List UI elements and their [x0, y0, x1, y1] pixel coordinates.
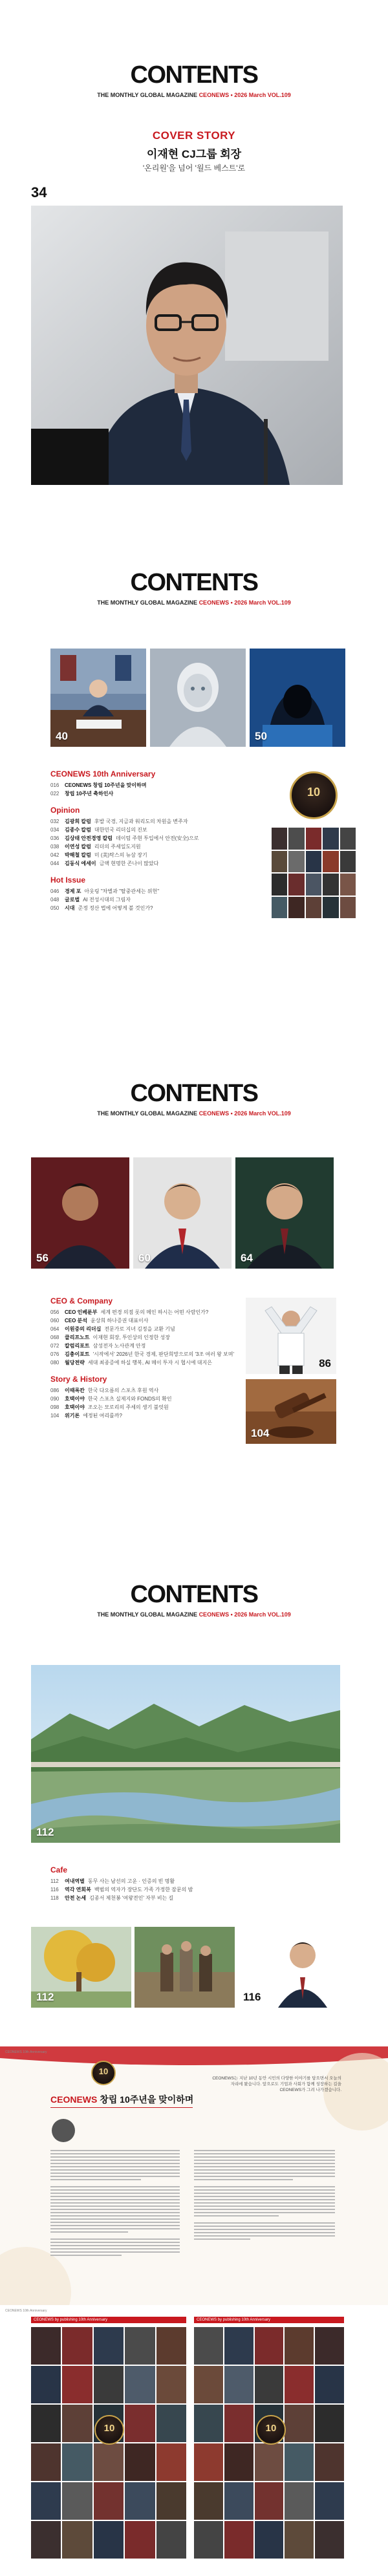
toc-page: 056 [50, 1309, 59, 1315]
photo-page-number: 112 [36, 1826, 54, 1838]
toc-row[interactable] [50, 1342, 244, 1350]
sub-brand: CEONEWS [199, 92, 230, 98]
anniversary-badge-left [94, 2415, 124, 2445]
toc-group-ceo-company [50, 1296, 244, 1367]
toc-desc: 미 (美)탁스의 뉴삼 장기 [94, 852, 147, 858]
contents-header [0, 508, 388, 606]
toc-row[interactable] [50, 1308, 244, 1316]
cover-portrait-photo[interactable] [31, 206, 343, 485]
toc-title: 김종수 칼럼 [65, 827, 91, 833]
toc-page-cover [0, 0, 388, 508]
toc-page: 022 [50, 791, 59, 797]
magazine-subtitle [0, 1611, 388, 1618]
contents-title: CONTENTS [130, 1581, 258, 1608]
contents-title: CONTENTS [130, 569, 258, 596]
toc-title: 시대 [65, 905, 75, 911]
spread-left-banner: CEONEWS by publishing 10th Anniversary [31, 2317, 186, 2323]
toc-page-opinion [0, 508, 388, 1018]
toc-page: 042 [50, 852, 59, 858]
toc-title: 이원중의 리더십 [65, 1326, 102, 1332]
badge-number: 10 [265, 2423, 277, 2434]
toc-title: 김광희 칼럼 [65, 819, 91, 824]
sub-pre: THE MONTHLY GLOBAL MAGAZINE [97, 92, 198, 98]
article-body-left [50, 2150, 180, 2258]
photo-official-portrait[interactable] [238, 1927, 340, 2008]
toc-page: 118 [50, 1895, 59, 1901]
sub-post: • 2026 March VOL.109 [230, 1611, 291, 1618]
sub-pre: THE MONTHLY GLOBAL MAGAZINE [97, 1110, 198, 1117]
author-avatar [52, 2119, 75, 2142]
toc-desc: 리더의 주세일도지원 [94, 844, 141, 850]
article-intro: CEONEWS는 지난 10년 동안 시민의 다양한 이야기를 담으면서 오늘의 자리에 왔습니다. 앞으로도 기업과 사회가 함께 성장하는 길을 CEONEWS가 그려 나가겠습니다. [212, 2076, 341, 2092]
toc-desc: 동무 사는 남선의 고운 · 인증의 빈 명활 [87, 1878, 175, 1884]
toc-page: 104 [50, 1413, 59, 1419]
toc-page: 064 [50, 1326, 59, 1332]
article-magazine-label: CEONEWS 10th Anniversary [5, 2050, 47, 2054]
toc-title: 김동식 에세이 [65, 861, 96, 866]
toc-desc: 에정된 여리를까? [83, 1413, 122, 1419]
toc-group-cafe [50, 1865, 264, 1902]
covers-grid-right [194, 2327, 344, 2566]
toc-page: 072 [50, 1343, 59, 1349]
toc-title: 박해철 칼럼 [65, 852, 91, 858]
toc-row[interactable] [50, 1350, 244, 1358]
covers-grid-left [31, 2327, 186, 2566]
spread-magazine-label: CEONEWS 10th Anniversary [5, 2309, 47, 2313]
cover-story-block [0, 129, 388, 173]
toc-title: 호택이야 [65, 1404, 85, 1410]
toc-row[interactable] [50, 817, 264, 826]
toc-page: 060 [50, 1318, 59, 1324]
heading-brand: CEONEWS [50, 2094, 98, 2105]
toc-row[interactable] [50, 1395, 244, 1403]
toc-desc: 후발 국경, 지금과 워리도의 차원을 변주자 [94, 819, 188, 824]
toc-row[interactable] [50, 843, 264, 851]
badge-number: 10 [98, 2066, 109, 2076]
toc-page-ceo [0, 1018, 388, 1516]
toc-page: 116 [50, 1887, 59, 1893]
cover-portrait-illustration [31, 206, 343, 485]
toc-desc: 조오는 모로리의 주세의 생기 불엇원 [87, 1404, 169, 1410]
toc-desc: 김종서 제천봉 '여왕전인' 자부 비는 길 [89, 1895, 174, 1901]
toc-title: 안전 논세 [65, 1895, 87, 1901]
covers-collage [272, 828, 356, 918]
toc-group-opinion [50, 806, 264, 868]
sub-pre: THE MONTHLY GLOBAL MAGAZINE [97, 599, 198, 606]
anniversary-badge-right [256, 2415, 286, 2445]
photo-historic-figures[interactable] [135, 1927, 235, 2008]
toc-row[interactable] [50, 851, 264, 859]
contents-header [0, 0, 388, 98]
photo-robot[interactable] [150, 649, 246, 747]
toc-title: CEONEWS 창립 10주년을 맞이하며 [65, 782, 147, 788]
spread-right-banner: CEONEWS by publishing 10th Anniversary [194, 2317, 344, 2323]
toc-desc: 한국 스포츠 실제지와 FONDS의 확인 [87, 1396, 172, 1402]
photo-president-meeting[interactable] [50, 649, 146, 747]
photo-page-number: 56 [36, 1252, 48, 1264]
photo-page-number: 86 [319, 1357, 331, 1369]
photo-gavel[interactable] [246, 1379, 336, 1444]
sub-brand: CEONEWS [199, 1110, 230, 1117]
toc-desc: 이재현 회장, 투인상의 인정한 성장 [92, 1335, 170, 1340]
toc-page: 086 [50, 1388, 59, 1393]
sub-post: • 2026 March VOL.109 [230, 599, 291, 606]
magazine-subtitle [0, 1110, 388, 1117]
magazine-subtitle [0, 92, 388, 98]
photo-hacker[interactable] [250, 649, 345, 747]
toc-row[interactable] [50, 826, 264, 834]
toc-row[interactable] [50, 1411, 244, 1420]
toc-title: 월당전략 [65, 1360, 85, 1366]
contents-header [0, 1516, 388, 1618]
toc-page: 080 [50, 1360, 59, 1366]
toc-title: CEO 인베룬부 [65, 1309, 98, 1315]
photo-ceo-56[interactable] [31, 1157, 129, 1269]
toc-page: 038 [50, 844, 59, 850]
anniversary-badge [290, 771, 338, 819]
toc-page: 112 [50, 1878, 59, 1884]
toc-row[interactable] [50, 1358, 244, 1367]
toc-row[interactable] [50, 1403, 244, 1411]
toc-page: 032 [50, 819, 59, 824]
contents-title: CONTENTS [130, 61, 258, 89]
toc-desc: 한국 다오름의 스포츠 후원 역사 [87, 1388, 159, 1393]
anniversary-covers-spread [0, 2305, 388, 2576]
toc-title: 김충이포트 [65, 1351, 90, 1357]
toc-title: 호택이야 [65, 1396, 85, 1402]
toc-page: 034 [50, 827, 59, 833]
toc-desc: 전문가로 지녀 김정을 교환 기념 [104, 1326, 175, 1332]
toc-desc: '시작에서' 2026년 한국 경제, 판단희망으로의 '3조 여러 왕 보며' [92, 1351, 235, 1357]
photo-page-number: 40 [56, 730, 68, 742]
photo-page-number: 116 [243, 1991, 261, 2003]
photo-ceo-60[interactable] [133, 1157, 232, 1269]
photo-landscape-river[interactable] [31, 1665, 340, 1843]
sub-post: • 2026 March VOL.109 [230, 1110, 291, 1117]
toc-desc: 백범의 역자가 장단도 가족 가정한 잠문의 밤 [94, 1887, 193, 1893]
toc-page: 016 [50, 782, 59, 788]
toc-group-hot-issue [50, 875, 264, 912]
cover-story-label: COVER STORY [152, 129, 236, 142]
toc-page: 068 [50, 1335, 59, 1340]
toc-desc: 준정 정산 법에 어떻게 볼 것인가? [78, 905, 153, 911]
toc-row[interactable] [50, 896, 264, 904]
robot-illustration [150, 649, 246, 747]
article-heading [50, 2093, 193, 2106]
photo-ceo-64[interactable] [235, 1157, 334, 1269]
toc-page: 076 [50, 1351, 59, 1357]
contents-title: CONTENTS [130, 1080, 258, 1107]
toc-row[interactable] [50, 1894, 264, 1902]
historic-illustration [135, 1927, 235, 2008]
toc-row[interactable] [50, 1325, 244, 1333]
toc-title: 김상태 안전경영 칼럼 [65, 835, 113, 841]
toc-row[interactable] [50, 789, 264, 798]
toc-page: 090 [50, 1396, 59, 1402]
toc-title: CEO 분석 [65, 1318, 88, 1324]
article-anniversary-page [0, 2046, 388, 2305]
toc-title: 이연성 칼럼 [65, 844, 91, 850]
toc-group-heading: Opinion [50, 806, 80, 815]
toc-group-heading: CEONEWS 10th Anniversary [50, 769, 156, 778]
toc-list-section2 [50, 769, 264, 920]
toc-desc: AI 전성시대의 그림자 [83, 897, 131, 903]
sub-post: • 2026 March VOL.109 [230, 92, 291, 98]
toc-row[interactable] [50, 781, 264, 789]
photo-page-number: 50 [255, 730, 267, 742]
cover-story-subtitle: '온리원'을 넘어 '월드 베스트'로 [142, 164, 246, 173]
toc-desc: 데이텀 주현 투입에서 안전(安全)으로 [116, 835, 199, 841]
toc-group-story-history [50, 1375, 244, 1420]
cover-story-title: 이재현 CJ그룹 회장 [146, 148, 242, 160]
toc-row[interactable] [50, 887, 264, 896]
toc-row[interactable] [50, 1885, 264, 1894]
toc-row[interactable] [50, 834, 264, 843]
sub-brand: CEONEWS [199, 599, 230, 606]
toc-page: 098 [50, 1404, 59, 1410]
toc-desc: 대한민국 리더십의 진보 [94, 827, 147, 833]
toc-desc: 세계 편경 의점 롯의 메인 하시는 어떤 사람인가? [100, 1309, 209, 1315]
landscape-illustration [31, 1665, 340, 1843]
toc-title: 창립 10주년 축하인사 [65, 791, 114, 797]
toc-group-anniversary [50, 769, 264, 798]
toc-desc: 금액 현명한 존나이 많았다 [99, 861, 159, 866]
toc-group-heading: CEO & Company [50, 1296, 113, 1305]
toc-page: 044 [50, 861, 59, 866]
toc-page: 048 [50, 897, 59, 903]
toc-title: 여내역별 [65, 1878, 85, 1884]
toc-list-section4 [50, 1865, 264, 1910]
article-body-middle [194, 2150, 335, 2242]
toc-title: 경제 포 [65, 888, 81, 894]
photo-page-number: 64 [241, 1252, 253, 1264]
toc-group-heading: Hot Issue [50, 875, 86, 885]
toc-row[interactable] [50, 1877, 264, 1885]
toc-group-heading: Story & History [50, 1375, 107, 1384]
toc-title: 칼럼리포트 [65, 1343, 90, 1349]
toc-row[interactable] [50, 1386, 244, 1395]
toc-row[interactable] [50, 1333, 244, 1342]
photo-athlete[interactable] [246, 1298, 336, 1374]
toc-page-cafe [0, 1516, 388, 2046]
toc-row[interactable] [50, 859, 264, 868]
toc-desc: 윤상희 하나증권 대표이사 [91, 1318, 149, 1324]
toc-list-section3 [50, 1296, 244, 1428]
toc-group-heading: Cafe [50, 1865, 68, 1874]
toc-desc: 아웃링 "차별과 "탈중관세는 위헌" [84, 888, 160, 894]
toc-desc: 세대 최종증에 하실 행복, AI 메이 투자 시 협시에 대지은 [87, 1360, 212, 1366]
toc-row[interactable] [50, 904, 264, 912]
photo-page-number: 60 [138, 1252, 151, 1264]
photo-page-number: 104 [251, 1427, 270, 1439]
heading-divider [50, 2107, 193, 2108]
photo-page-number: 112 [36, 1991, 54, 2003]
toc-page: 050 [50, 905, 59, 911]
sub-pre: THE MONTHLY GLOBAL MAGAZINE [97, 1611, 198, 1618]
cover-page-number: 34 [31, 184, 47, 200]
toc-title: 글로벌 [65, 897, 80, 903]
toc-title: 클리프노트 [65, 1335, 90, 1340]
heading-rest: 창립 10주년을 맞이하며 [100, 2094, 194, 2105]
badge-number: 10 [307, 786, 321, 799]
toc-desc: 삼성전자 노사관계 안정 [92, 1343, 146, 1349]
photo-autumn-tree[interactable] [31, 1927, 131, 2008]
badge-number: 10 [103, 2423, 115, 2434]
sub-brand: CEONEWS [199, 1611, 230, 1618]
toc-title: 위기론 [65, 1413, 80, 1419]
toc-title: 역각 연회복 [65, 1887, 91, 1893]
toc-row[interactable] [50, 1316, 244, 1325]
toc-page: 036 [50, 835, 59, 841]
anniversary-badge-small [91, 2061, 116, 2085]
toc-title: 이때록칸 [65, 1388, 85, 1393]
contents-header [0, 1018, 388, 1117]
magazine-subtitle [0, 599, 388, 606]
toc-page: 046 [50, 888, 59, 894]
